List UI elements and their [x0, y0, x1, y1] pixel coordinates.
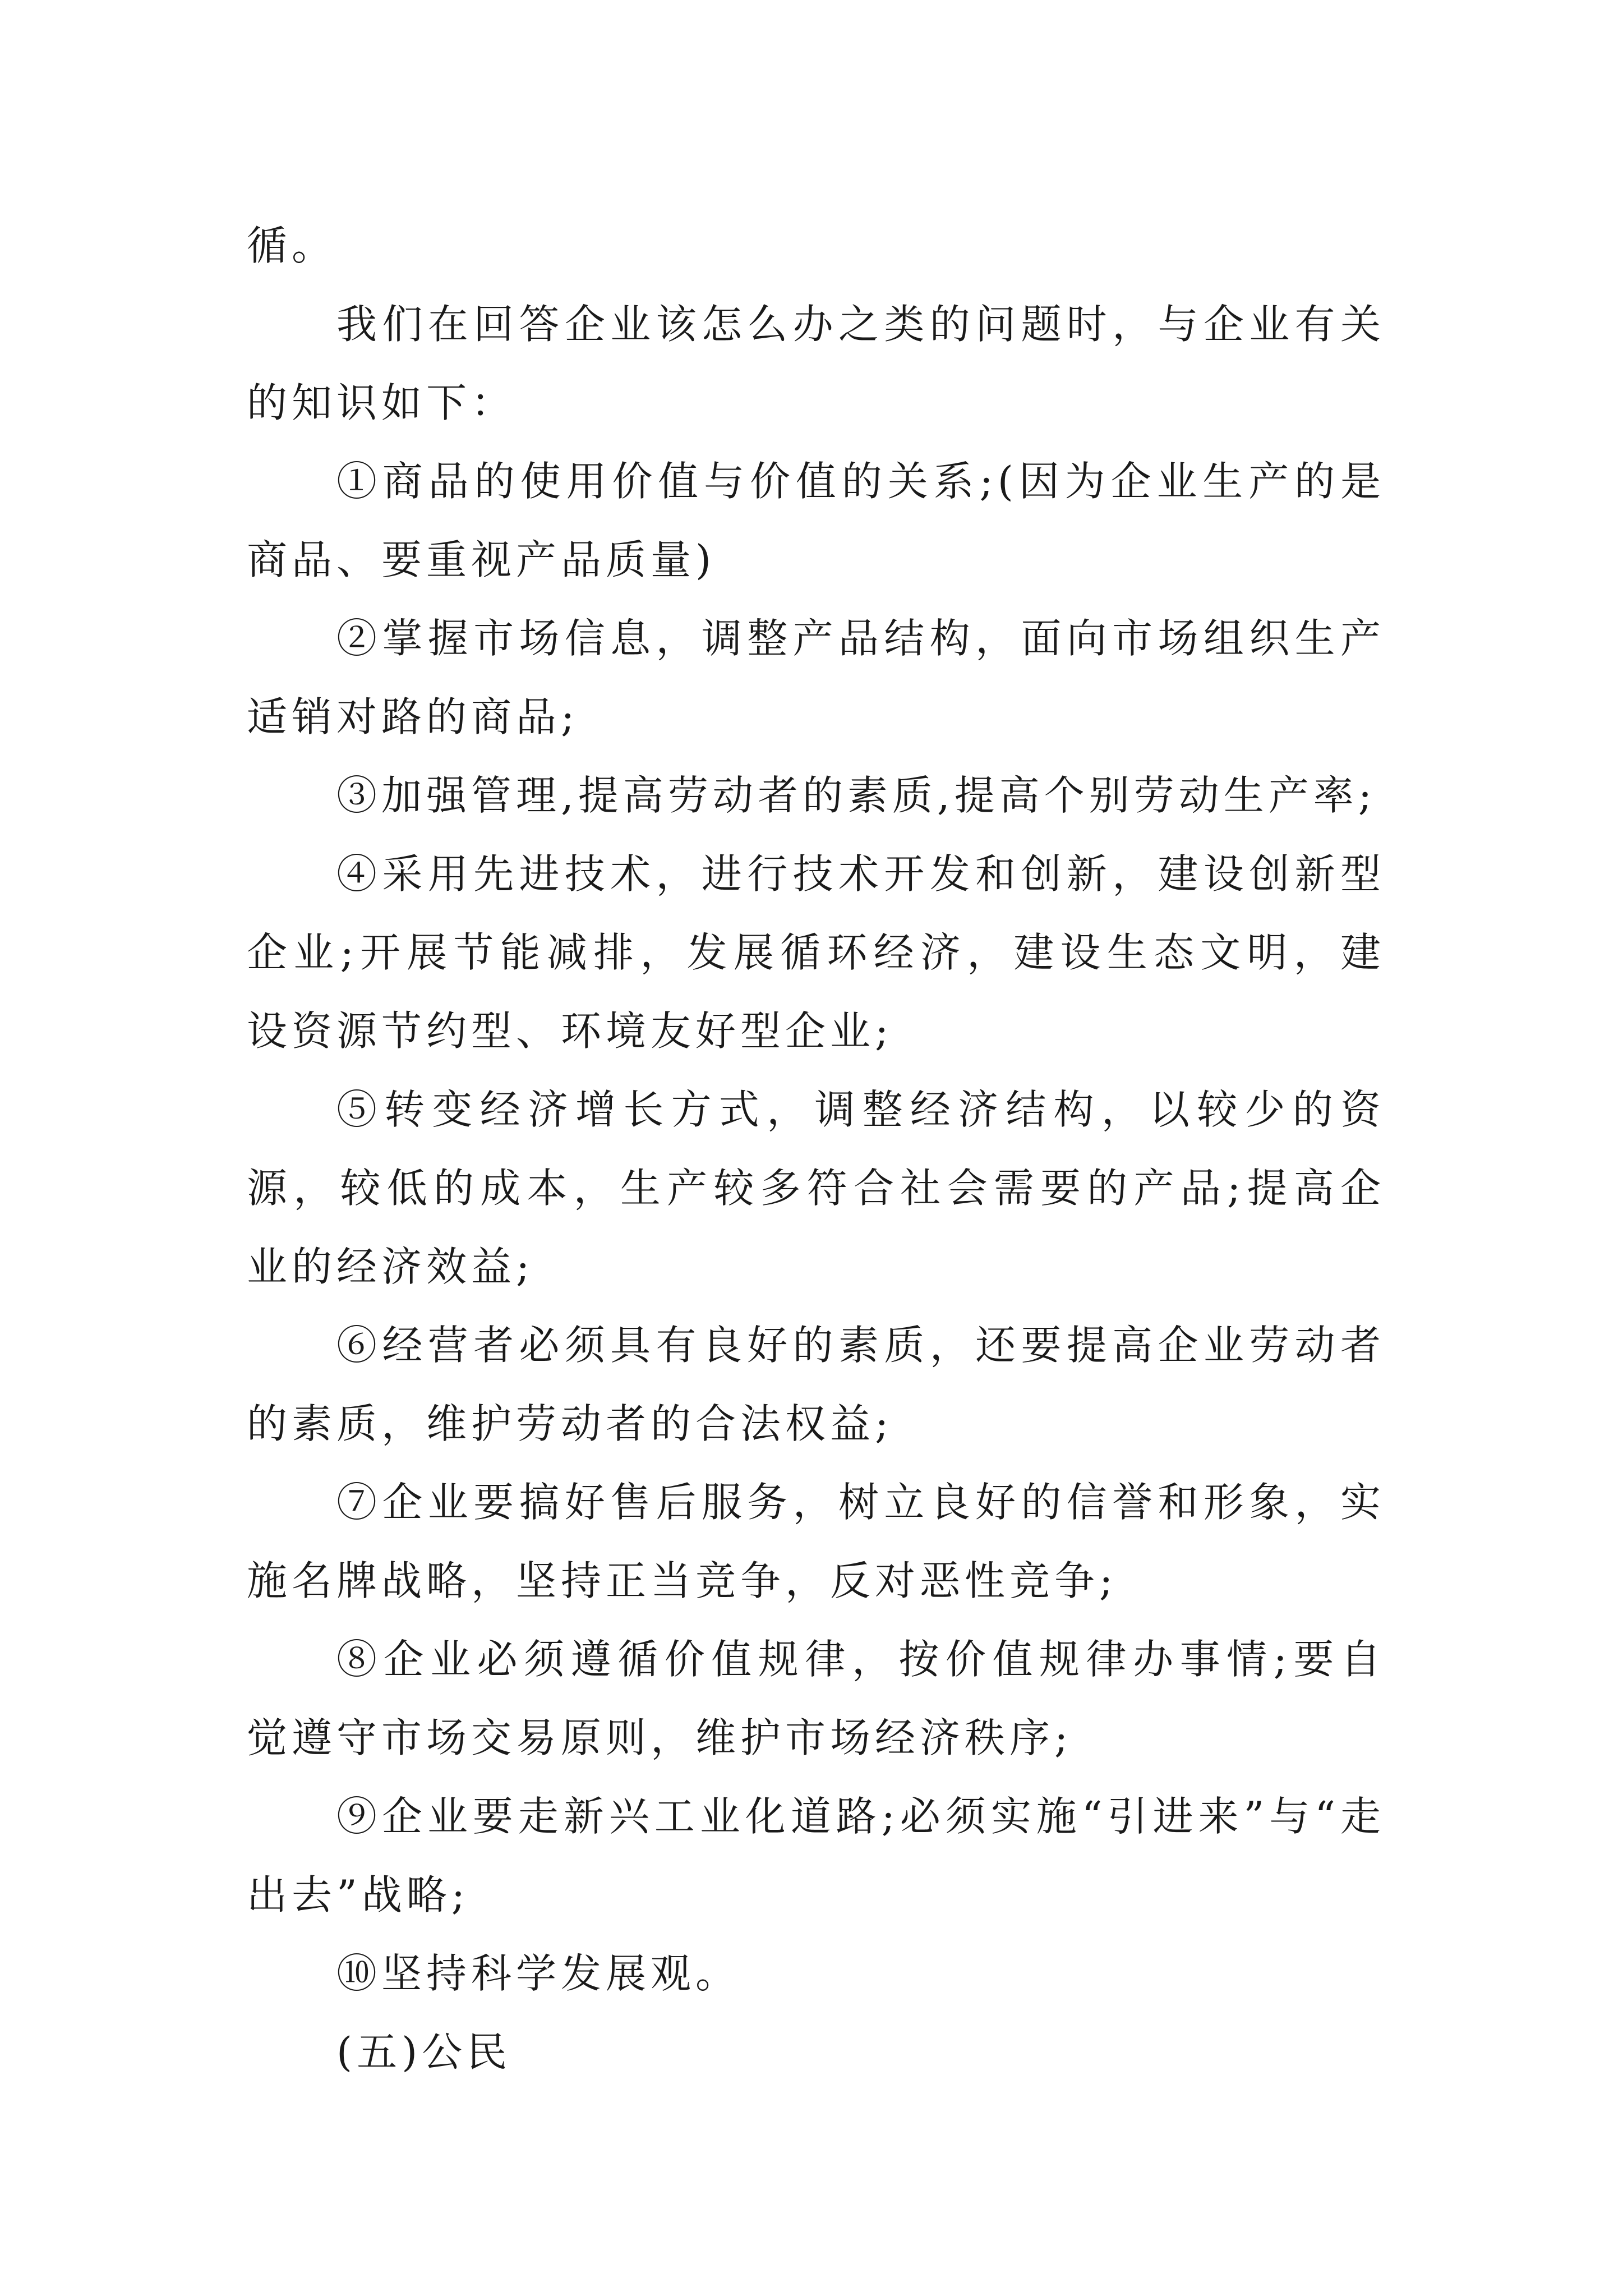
list-item-1: ①商品的使用价值与价值的关系;(因为企业生产的是商品、要重视产品质量)	[247, 458, 1385, 583]
list-item-6: ⑥经营者必须具有良好的素质，还要提高企业劳动者的素质，维护劳动者的合法权益;	[247, 1322, 1385, 1447]
list-item-7: ⑦企业要搞好售后服务，树立良好的信誉和形象，实施名牌战略，坚持正当竞争，反对恶性竞争;	[247, 1479, 1385, 1604]
section-heading: (五)公民	[336, 2028, 512, 2076]
list-item-3: ③加强管理,提高劳动者的素质,提高个别劳动生产率;	[336, 772, 1377, 819]
list-item-9: ⑨企业要走新兴工业化道路;必须实施“引进来”与“走出去”战略;	[247, 1793, 1385, 1918]
list-item-8: ⑧企业必须遵循价值规律，按价值规律办事情;要自觉遵守市场交易原则，维护市场经济秩序;	[247, 1636, 1385, 1761]
list-item-2: ②掌握市场信息，调整产品结构，面向市场组织生产适销对路的商品;	[247, 615, 1385, 740]
list-item-4: ④采用先进技术，进行技术开发和创新，建设创新型企业;开展节能减排，发展循环经济，建设生态文明，建设资源节约型、环境友好型企业;	[247, 850, 1385, 1055]
paragraph-intro: 我们在回答企业该怎么办之类的问题时，与企业有关的知识如下：	[247, 301, 1385, 426]
list-item-5: ⑤转变经济增长方式，调整经济结构，以较少的资源，较低的成本，生产较多符合社会需要的产品;提高企业的经济效益;	[247, 1086, 1385, 1290]
list-item-10: ⑩坚持科学发展观。	[336, 1950, 741, 1997]
document-body	[247, 206, 1385, 2091]
paragraph-continuation: 循。	[247, 222, 337, 269]
